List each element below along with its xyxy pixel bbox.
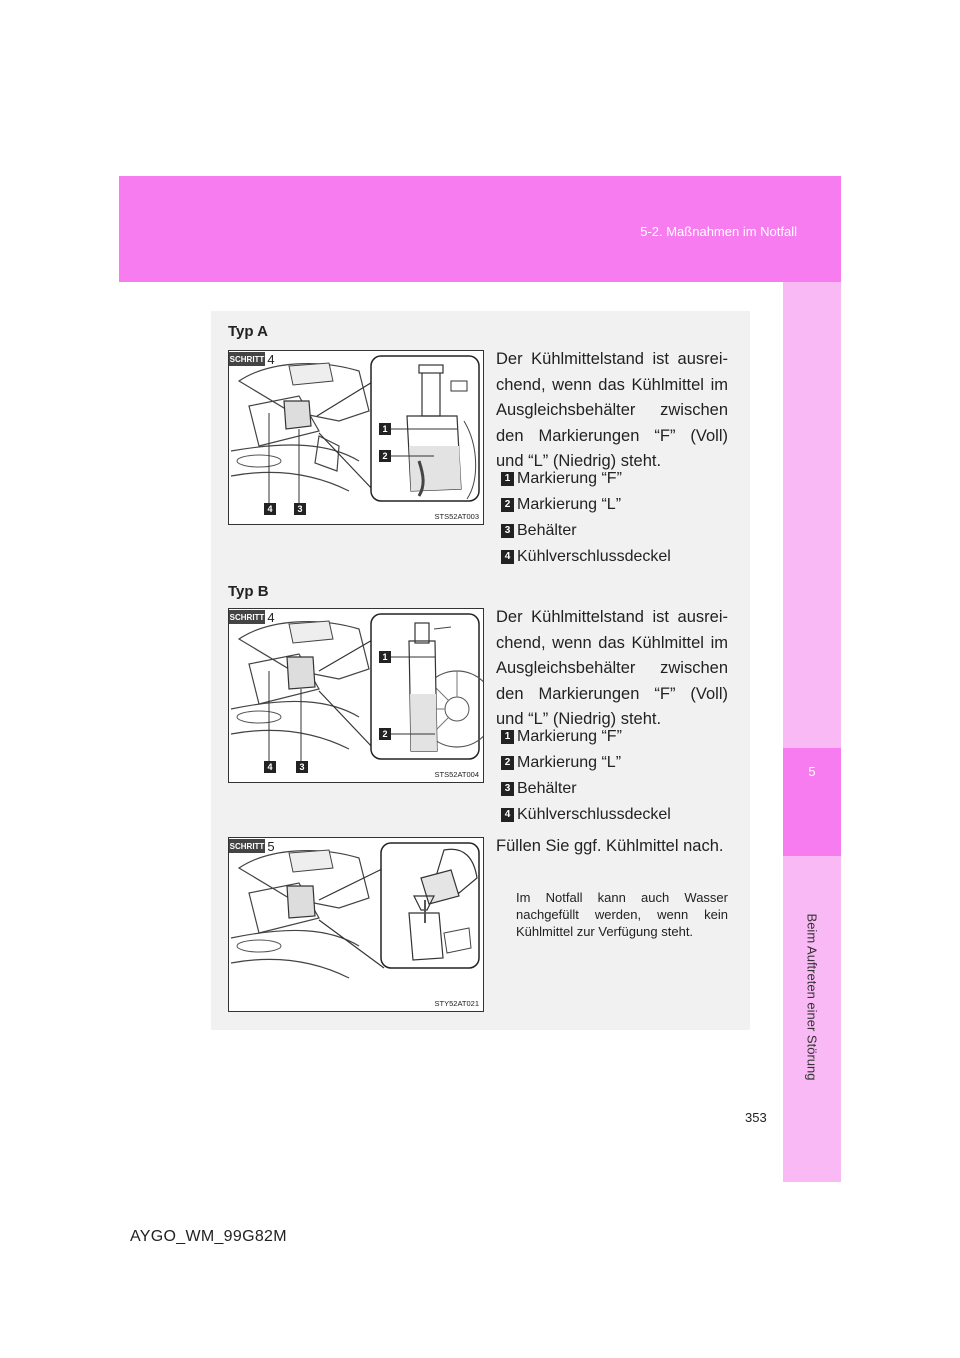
chapter-title: Beim Auftreten einer Störung [804, 913, 820, 1081]
legend-item [501, 466, 731, 492]
svg-text:2: 2 [382, 451, 388, 461]
chapter-title-wrap [783, 882, 841, 1112]
type-b-title: Typ B [228, 583, 269, 600]
chapter-number-block [783, 748, 841, 856]
footer-code: AYGO_WM_99G82M [130, 1228, 287, 1245]
step5-figure [228, 837, 484, 1012]
step5-figure-code: STY52AT021 [434, 999, 479, 1008]
step5-step-label: SCHRITT [229, 842, 265, 851]
type-a-step-number: 4 [267, 352, 275, 367]
num-badge: 3 [501, 782, 514, 796]
legend-label: Markierung “L” [517, 496, 622, 513]
num-badge: 3 [501, 524, 514, 538]
page-number: 353 [745, 1110, 767, 1125]
chapter-side-tab [783, 282, 841, 1182]
legend-label: Markierung “F” [517, 728, 622, 745]
legend-label: Kühlverschlussdeckel [517, 806, 671, 823]
num-badge: 4 [501, 550, 514, 564]
num-badge: 4 [501, 808, 514, 822]
svg-text:4: 4 [267, 504, 273, 514]
type-b-step-label: SCHRITT [229, 613, 265, 622]
type-a-figure-code: STS52AT003 [434, 512, 479, 521]
legend-item [501, 802, 731, 828]
legend-item [501, 750, 731, 776]
legend-item [501, 724, 731, 750]
num-badge: 1 [501, 730, 514, 744]
step5-note: Im Notfall kann auch Wasser nachgefüllt werden, wenn kein Kühlmittel zur Verfügung steht. [516, 890, 728, 939]
svg-text:1: 1 [382, 652, 388, 662]
svg-text:3: 3 [297, 504, 303, 514]
legend-label: Markierung “F” [517, 470, 622, 487]
legend-label: Behälter [517, 522, 577, 539]
type-b-text: Der Kühlmittelstand ist ausrei-chend, wenn das Kühlmittel im Ausgleichsbehälter zwischen den Markierungen “F” (Voll) und “L” (Niedrig) steht. [496, 608, 728, 728]
legend-item [501, 518, 731, 544]
legend-item [501, 776, 731, 802]
engine-bay-illustration-b [229, 609, 484, 783]
engine-bay-illustration-a [229, 351, 484, 525]
legend-label: Behälter [517, 780, 577, 797]
num-badge: 2 [501, 756, 514, 770]
svg-text:3: 3 [299, 762, 305, 772]
type-a-step-label: SCHRITT [229, 355, 265, 364]
svg-text:4: 4 [267, 762, 273, 772]
step5-text: Füllen Sie ggf. Kühlmittel nach. [496, 837, 724, 855]
refill-coolant-illustration [229, 838, 484, 1012]
type-b-figure [228, 608, 484, 783]
type-b-figure-code: STS52AT004 [434, 770, 479, 779]
num-badge: 2 [501, 498, 514, 512]
legend-label: Markierung “L” [517, 754, 622, 771]
legend-item [501, 544, 731, 570]
type-a-title: Typ A [228, 323, 268, 340]
legend-item [501, 492, 731, 518]
type-b-step-number: 4 [267, 610, 275, 625]
type-b-legend [501, 724, 731, 828]
type-a-figure [228, 350, 484, 525]
content-box [211, 311, 750, 1030]
svg-text:1: 1 [382, 424, 388, 434]
type-a-legend [501, 466, 731, 570]
step5-step-number: 5 [267, 839, 275, 854]
section-heading: 5-2. Maßnahmen im Notfall [640, 224, 797, 239]
num-badge: 1 [501, 472, 514, 486]
svg-text:2: 2 [382, 729, 388, 739]
chapter-number: 5 [808, 764, 816, 779]
legend-label: Kühlverschlussdeckel [517, 548, 671, 565]
header-band [119, 176, 841, 282]
type-a-text: Der Kühlmittelstand ist ausrei-chend, wenn das Kühlmittel im Ausgleichsbehälter zwischen den Markierungen “F” (Voll) und “L” (Niedrig) steht. [496, 350, 728, 470]
